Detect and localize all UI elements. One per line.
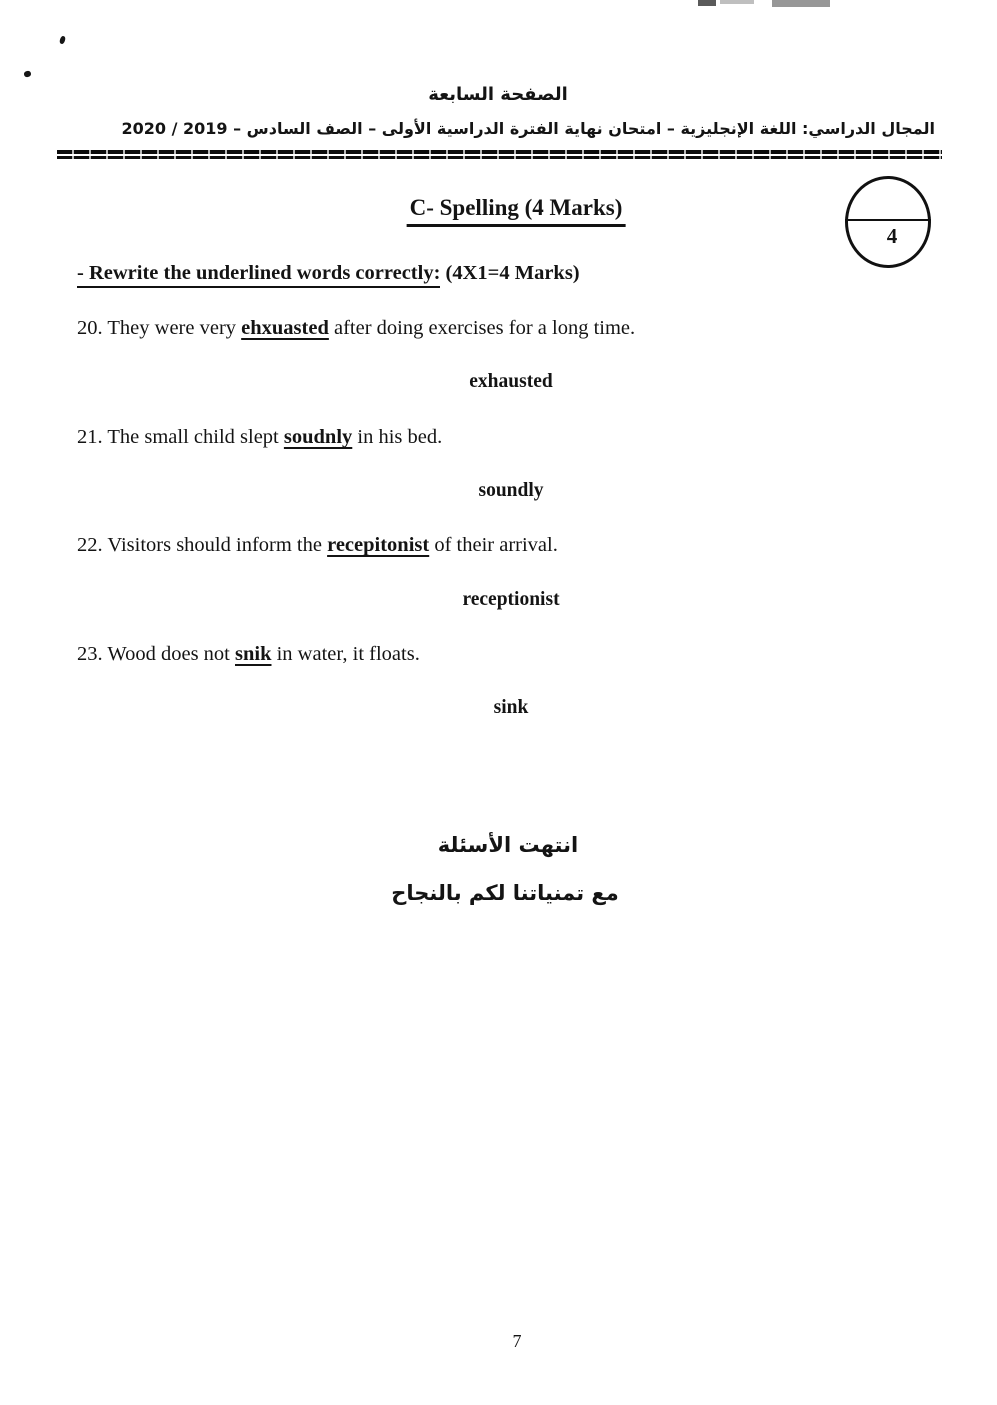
header-arabic-exam-info: المجال الدراسي: اللغة الإنجليزية – امتحان نهاية الفترة الدراسية الأولى – الصف السادس – 2019 / 2020 bbox=[121, 119, 935, 138]
scan-artifact bbox=[23, 70, 31, 77]
answer-word: exhausted bbox=[469, 371, 553, 392]
answer-word: sink bbox=[493, 697, 529, 718]
question-number: 21. bbox=[77, 426, 103, 448]
separator-line bbox=[57, 156, 942, 159]
answer-word: receptionist bbox=[462, 589, 560, 610]
scan-artifact bbox=[59, 35, 66, 44]
scan-artifact bbox=[720, 0, 754, 4]
end-of-questions-line: انتهت الأسئلة bbox=[437, 833, 579, 857]
instruction-marks: (4X1=4 Marks) bbox=[445, 262, 580, 284]
score-circle-divider bbox=[845, 219, 931, 222]
success-wishes-line: مع تمنياتنا لكم بالنجاح bbox=[391, 881, 619, 905]
question-row bbox=[77, 317, 635, 340]
question-row bbox=[77, 643, 420, 666]
misspelled-word: ehxuasted bbox=[241, 317, 329, 339]
score-circle bbox=[845, 176, 931, 268]
page-number: 7 bbox=[512, 1331, 522, 1351]
question-text-pre: The small child slept bbox=[107, 426, 279, 448]
question-number: 22. bbox=[77, 534, 103, 556]
separator-line bbox=[57, 150, 942, 154]
score-value: 4 bbox=[886, 223, 898, 248]
misspelled-word: soudnly bbox=[283, 426, 353, 448]
question-text-post: after doing exercises for a long time. bbox=[334, 317, 636, 339]
scan-artifact bbox=[772, 0, 830, 7]
question-text-pre: They were very bbox=[107, 317, 237, 339]
answer-word: soundly bbox=[478, 480, 544, 501]
question-row bbox=[77, 534, 558, 557]
question-text-post: in his bed. bbox=[357, 426, 443, 448]
question-text-pre: Visitors should inform the bbox=[107, 534, 322, 556]
question-text-post: of their arrival. bbox=[434, 534, 558, 556]
question-row bbox=[77, 426, 442, 449]
misspelled-word: recepitonist bbox=[327, 534, 430, 556]
question-number: 20. bbox=[77, 317, 103, 339]
scan-artifact bbox=[698, 0, 716, 6]
question-number: 23. bbox=[77, 643, 103, 665]
section-title: C- Spelling (4 Marks) bbox=[407, 195, 626, 227]
header-arabic-page-title: الصفحة السابعة bbox=[428, 84, 568, 105]
misspelled-word: snik bbox=[235, 643, 272, 665]
question-text-post: in water, it floats. bbox=[276, 643, 420, 665]
header-separator bbox=[57, 150, 942, 161]
instruction-line bbox=[77, 262, 580, 285]
question-text-pre: Wood does not bbox=[107, 643, 230, 665]
instruction-underlined: - Rewrite the underlined words correctly: bbox=[77, 262, 440, 288]
